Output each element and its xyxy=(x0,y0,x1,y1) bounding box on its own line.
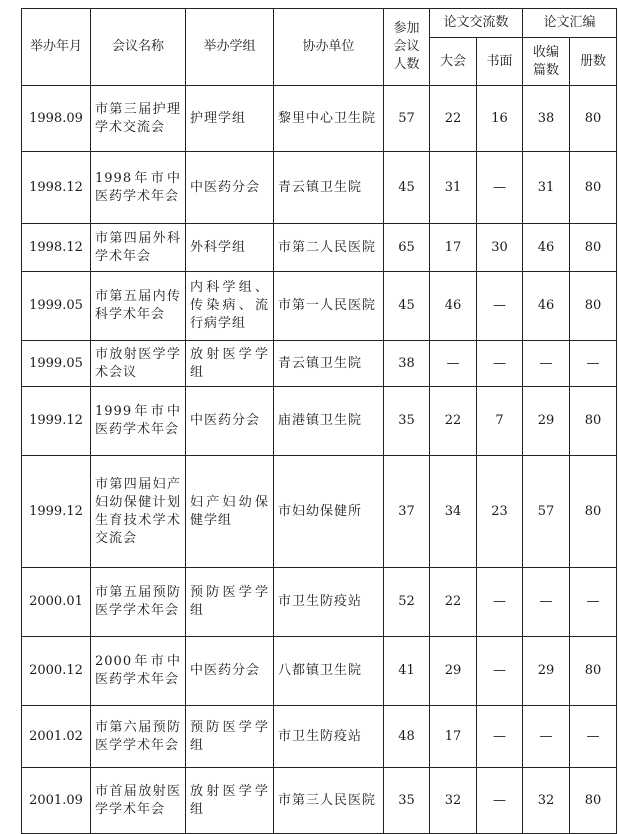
cell-volumes: 80 xyxy=(570,152,617,224)
cell-written: — xyxy=(477,152,523,224)
cell-conference: 31 xyxy=(430,152,477,224)
cell-org: 中医药分会 xyxy=(186,152,274,224)
cell-name: 1999年市中医药学术年会 xyxy=(91,387,186,456)
table-row xyxy=(22,568,617,637)
cell-attendees: 38 xyxy=(384,341,430,387)
header-papers-exchange: 论文交流数 xyxy=(430,9,523,38)
cell-written: — xyxy=(477,568,523,637)
table-row xyxy=(22,637,617,706)
table-row xyxy=(22,456,617,568)
cell-org: 外科学组 xyxy=(186,224,274,272)
cell-co-org: 庙港镇卫生院 xyxy=(274,387,384,456)
cell-co-org: 八都镇卫生院 xyxy=(274,637,384,706)
cell-compiled: 57 xyxy=(523,456,570,568)
conference-table xyxy=(21,8,617,834)
header-compiled: 收编篇数 xyxy=(523,38,570,86)
cell-date: 1998.09 xyxy=(22,86,91,152)
cell-written: — xyxy=(477,272,523,341)
header-date: 举办年月 xyxy=(22,9,91,86)
cell-date: 1998.12 xyxy=(22,224,91,272)
cell-compiled: 31 xyxy=(523,152,570,224)
cell-compiled: 29 xyxy=(523,387,570,456)
cell-attendees: 35 xyxy=(384,768,430,834)
header-co-org: 协办单位 xyxy=(274,9,384,86)
cell-date: 2001.09 xyxy=(22,768,91,834)
cell-compiled: — xyxy=(523,706,570,768)
cell-org: 中医药分会 xyxy=(186,637,274,706)
cell-attendees: 45 xyxy=(384,272,430,341)
cell-volumes: 80 xyxy=(570,224,617,272)
header-name: 会议名称 xyxy=(91,9,186,86)
cell-co-org: 市第三人民医院 xyxy=(274,768,384,834)
cell-date: 2001.02 xyxy=(22,706,91,768)
cell-conference: 29 xyxy=(430,637,477,706)
cell-volumes: — xyxy=(570,568,617,637)
cell-name: 市首届放射医学学术年会 xyxy=(91,768,186,834)
cell-volumes: 80 xyxy=(570,637,617,706)
cell-conference: 34 xyxy=(430,456,477,568)
cell-written: — xyxy=(477,341,523,387)
table-body xyxy=(22,86,617,834)
cell-compiled: 32 xyxy=(523,768,570,834)
cell-co-org: 市第一人民医院 xyxy=(274,272,384,341)
cell-org: 放射医学学组 xyxy=(186,341,274,387)
table-row xyxy=(22,224,617,272)
cell-attendees: 52 xyxy=(384,568,430,637)
cell-compiled: 46 xyxy=(523,272,570,341)
table-row xyxy=(22,152,617,224)
cell-name: 市第三届护理学术交流会 xyxy=(91,86,186,152)
cell-co-org: 市妇幼保健所 xyxy=(274,456,384,568)
table-row xyxy=(22,387,617,456)
cell-conference: — xyxy=(430,341,477,387)
table-row xyxy=(22,86,617,152)
cell-co-org: 黎里中心卫生院 xyxy=(274,86,384,152)
cell-compiled: 29 xyxy=(523,637,570,706)
cell-name: 市放射医学学术会议 xyxy=(91,341,186,387)
cell-attendees: 37 xyxy=(384,456,430,568)
cell-compiled: — xyxy=(523,341,570,387)
cell-attendees: 35 xyxy=(384,387,430,456)
table-row xyxy=(22,272,617,341)
cell-co-org: 青云镇卫生院 xyxy=(274,341,384,387)
cell-attendees: 57 xyxy=(384,86,430,152)
cell-volumes: 80 xyxy=(570,456,617,568)
cell-conference: 17 xyxy=(430,706,477,768)
cell-conference: 32 xyxy=(430,768,477,834)
cell-date: 1999.12 xyxy=(22,456,91,568)
cell-written: 7 xyxy=(477,387,523,456)
cell-name: 市第五届预防医学学术年会 xyxy=(91,568,186,637)
cell-written: — xyxy=(477,768,523,834)
cell-org: 妇产妇幼保健学组 xyxy=(186,456,274,568)
header-row-1 xyxy=(22,9,617,38)
cell-date: 1998.12 xyxy=(22,152,91,224)
table-row xyxy=(22,768,617,834)
table-row xyxy=(22,341,617,387)
cell-attendees: 45 xyxy=(384,152,430,224)
cell-conference: 22 xyxy=(430,86,477,152)
cell-volumes: — xyxy=(570,706,617,768)
cell-org: 预防医学学组 xyxy=(186,568,274,637)
header-volumes: 册数 xyxy=(570,38,617,86)
cell-name: 市第四届妇产妇幼保健计划生育技术学术交流会 xyxy=(91,456,186,568)
cell-volumes: 80 xyxy=(570,768,617,834)
cell-volumes: 80 xyxy=(570,86,617,152)
cell-written: — xyxy=(477,637,523,706)
header-conference: 大会 xyxy=(430,38,477,86)
cell-co-org: 青云镇卫生院 xyxy=(274,152,384,224)
table-row xyxy=(22,706,617,768)
cell-conference: 17 xyxy=(430,224,477,272)
cell-date: 1999.12 xyxy=(22,387,91,456)
cell-compiled: 38 xyxy=(523,86,570,152)
cell-date: 2000.12 xyxy=(22,637,91,706)
cell-written: 23 xyxy=(477,456,523,568)
cell-name: 市第六届预防医学学术年会 xyxy=(91,706,186,768)
cell-org: 护理学组 xyxy=(186,86,274,152)
cell-name: 2000年市中医药学术年会 xyxy=(91,637,186,706)
cell-written: — xyxy=(477,706,523,768)
cell-attendees: 41 xyxy=(384,637,430,706)
header-compilation: 论文汇编 xyxy=(523,9,617,38)
cell-attendees: 65 xyxy=(384,224,430,272)
cell-date: 1999.05 xyxy=(22,272,91,341)
cell-conference: 22 xyxy=(430,568,477,637)
cell-attendees: 48 xyxy=(384,706,430,768)
cell-date: 2000.01 xyxy=(22,568,91,637)
cell-name: 市第五届内传科学术年会 xyxy=(91,272,186,341)
cell-written: 30 xyxy=(477,224,523,272)
cell-co-org: 市卫生防疫站 xyxy=(274,706,384,768)
cell-org: 内科学组、传染病、流行病学组 xyxy=(186,272,274,341)
cell-name: 市第四届外科学术年会 xyxy=(91,224,186,272)
cell-conference: 46 xyxy=(430,272,477,341)
cell-org: 预防医学学组 xyxy=(186,706,274,768)
cell-co-org: 市第二人民医院 xyxy=(274,224,384,272)
cell-volumes: — xyxy=(570,341,617,387)
cell-org: 中医药分会 xyxy=(186,387,274,456)
cell-volumes: 80 xyxy=(570,272,617,341)
cell-compiled: — xyxy=(523,568,570,637)
cell-conference: 22 xyxy=(430,387,477,456)
header-written: 书面 xyxy=(477,38,523,86)
header-attendees: 参加会议人数 xyxy=(384,9,430,86)
cell-co-org: 市卫生防疫站 xyxy=(274,568,384,637)
cell-volumes: 80 xyxy=(570,387,617,456)
cell-org: 放射医学学组 xyxy=(186,768,274,834)
cell-written: 16 xyxy=(477,86,523,152)
cell-compiled: 46 xyxy=(523,224,570,272)
header-org: 举办学组 xyxy=(186,9,274,86)
cell-name: 1998年市中医药学术年会 xyxy=(91,152,186,224)
cell-date: 1999.05 xyxy=(22,341,91,387)
